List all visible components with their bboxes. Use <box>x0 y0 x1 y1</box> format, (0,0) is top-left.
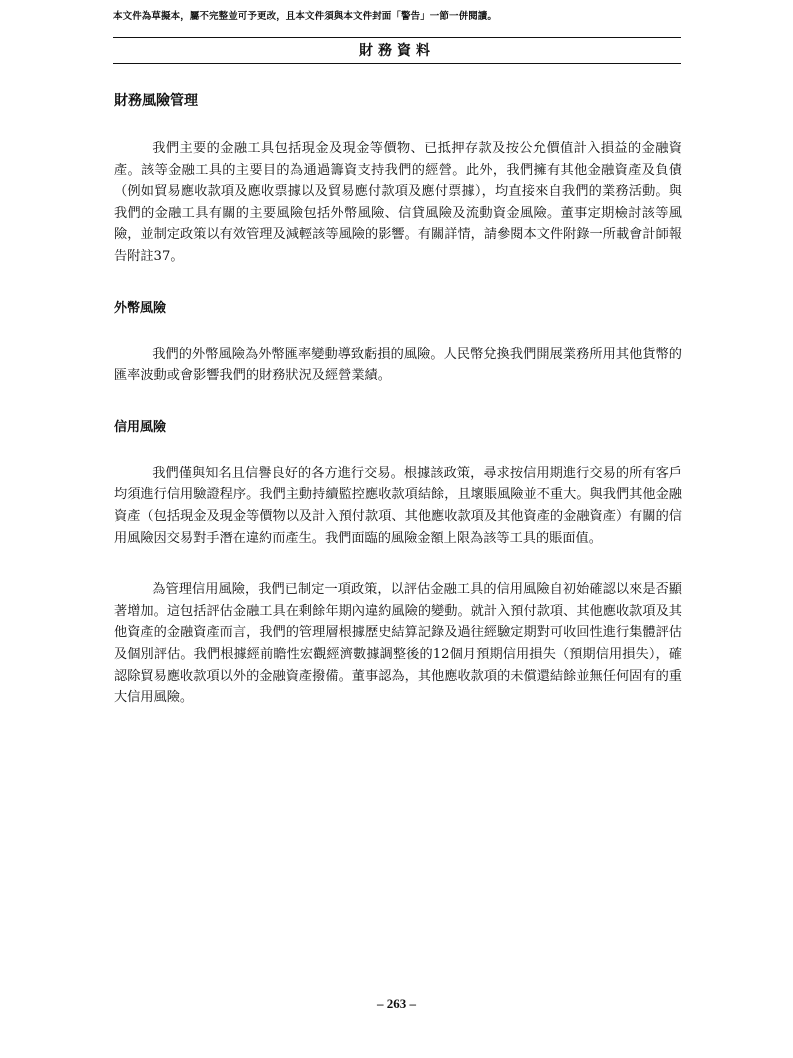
credit-risk-heading: 信用風險 <box>114 419 167 435</box>
credit-risk-paragraph-1: 我們僅與知名且信譽良好的各方進行交易。根據該政策，尋求按信用期進行交易的所有客戶均須進行信用驗證程序。我們主動持續監控應收款項結餘，且壞賬風險並不重大。與我們其他金融資產（包括現金及現金等價物以及計入預付款項、其他應收款項及其他資產的金融資產）有關的信用風險因交易對手潛在違約而產生。我們面臨的風險金額上限為該等工具的賬面值。 <box>114 465 682 546</box>
main-content <box>114 90 682 739</box>
page-number: – 263 – <box>377 996 416 1011</box>
section-title: 財務資料 <box>359 43 435 59</box>
header-rule-top <box>113 37 681 38</box>
financial-risk-heading: 財務風險管理 <box>114 93 198 109</box>
fx-risk-paragraph: 我們的外幣風險為外幣匯率變動導致虧損的風險。人民幣兌換我們開展業務所用其他貨幣的匯率波動或會影響我們的財務狀況及經營業績。 <box>114 346 682 384</box>
intro-paragraph: 我們主要的金融工具包括現金及現金等價物、已抵押存款及按公允價值計入損益的金融資產。該等金融工具的主要目的為通過籌資支持我們的經營。此外，我們擁有其他金融資產及負債（例如貿易應收款項及應收票據以及貿易應付款項及應付票據），均直接來自我們的業務活動。與我們的金融工具有關的主要風險包括外幣風險、信貸風險及流動資金風險。董事定期檢討該等風險，並制定政策以有效管理及減輕該等風險的影響。有關詳情，請參閱本文件附錄一所載會計師報告附註37。 <box>114 141 682 264</box>
fx-risk-heading: 外幣風險 <box>114 300 167 316</box>
header-rule-bottom <box>113 63 681 64</box>
credit-risk-paragraph-2: 為管理信用風險，我們已制定一項政策，以評估金融工具的信用風險自初始確認以來是否顯著增加。這包括評估金融工具在剩餘年期內違約風險的變動。就計入預付款項、其他應收款項及其他資產的金融資產而言，我們的管理層根據歷史結算記錄及過往經驗定期對可收回性進行集體評估及個別評估。我們根據經前瞻性宏觀經濟數據調整後的12個月預期信用損失（預期信用損失），確認除貿易應收款項以外的金融資產撥備。董事認為，其他應收款項的未償還結餘並無任何固有的重大信用風險。 <box>114 582 682 706</box>
draft-disclaimer: 本文件為草擬本，屬不完整並可予更改，且本文件須與本文件封面「警告」一節一併閱讀。 <box>113 11 498 22</box>
